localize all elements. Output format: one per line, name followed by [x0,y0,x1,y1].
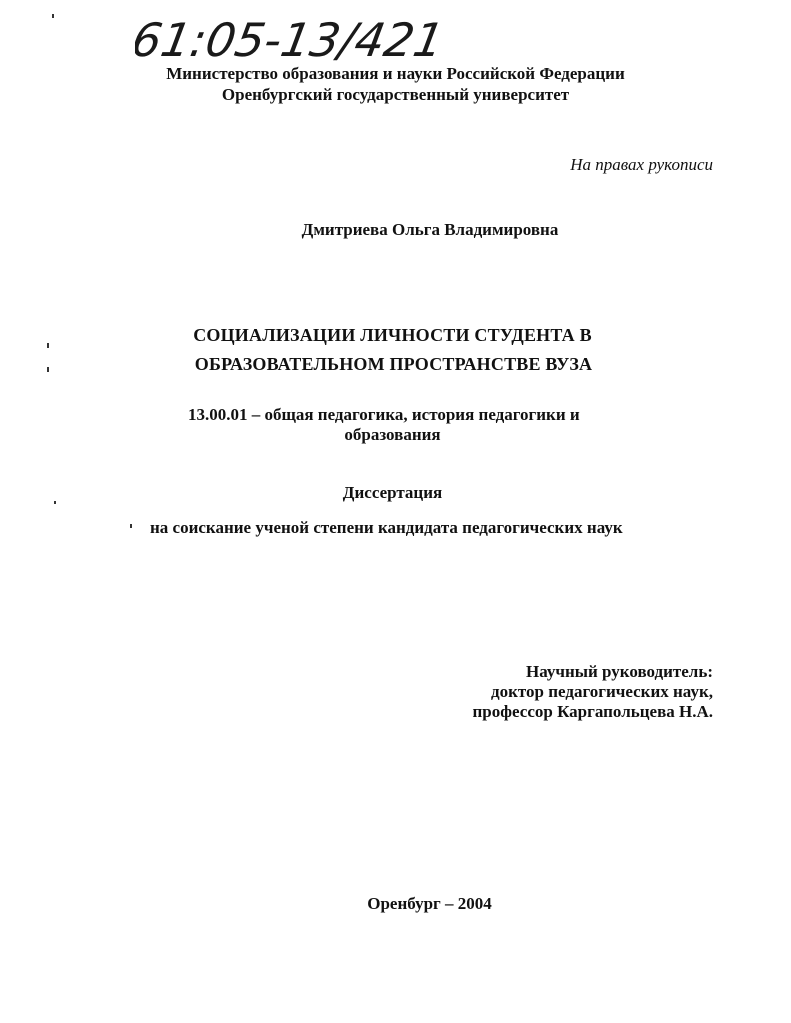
archive-mark-text: 61:05-13/421 [135,13,448,67]
scan-speck [52,14,54,18]
supervisor-degree: доктор педагогических наук, [491,682,713,701]
doc-type: Диссертация [342,483,443,502]
scan-speck [54,501,56,504]
title-line-2: ОБРАЗОВАТЕЛЬНОМ ПРОСТРАНСТВЕ ВУЗА [194,354,593,374]
scan-speck [47,367,49,372]
supervisor-label: Научный руководитель: [526,662,713,681]
scan-speck [47,343,49,348]
handwritten-archive-number [135,2,485,70]
degree-line: на соискание ученой степени кандидата педагогических наук [150,518,623,537]
specialty-line-2: образования [344,425,441,444]
title-line-1: СОЦИАЛИЗАЦИИ ЛИЧНОСТИ СТУДЕНТА В [193,325,592,345]
supervisor-name: профессор Каргапольцева Н.А. [472,702,713,721]
city-year: Оренбург – 2004 [367,894,492,913]
university-line: Оренбургский государственный университет [221,85,570,104]
handwritten-mark-drawing [135,2,485,70]
author-name: Дмитриева Ольга Владимировна [301,220,559,239]
manuscript-note: На правах рукописи [570,155,713,174]
scan-speck [130,524,132,528]
ministry-line: Министерство образования и науки Российской Федерации [166,64,625,83]
specialty-line-1: 13.00.01 – общая педагогика, история педагогики и [188,405,580,424]
